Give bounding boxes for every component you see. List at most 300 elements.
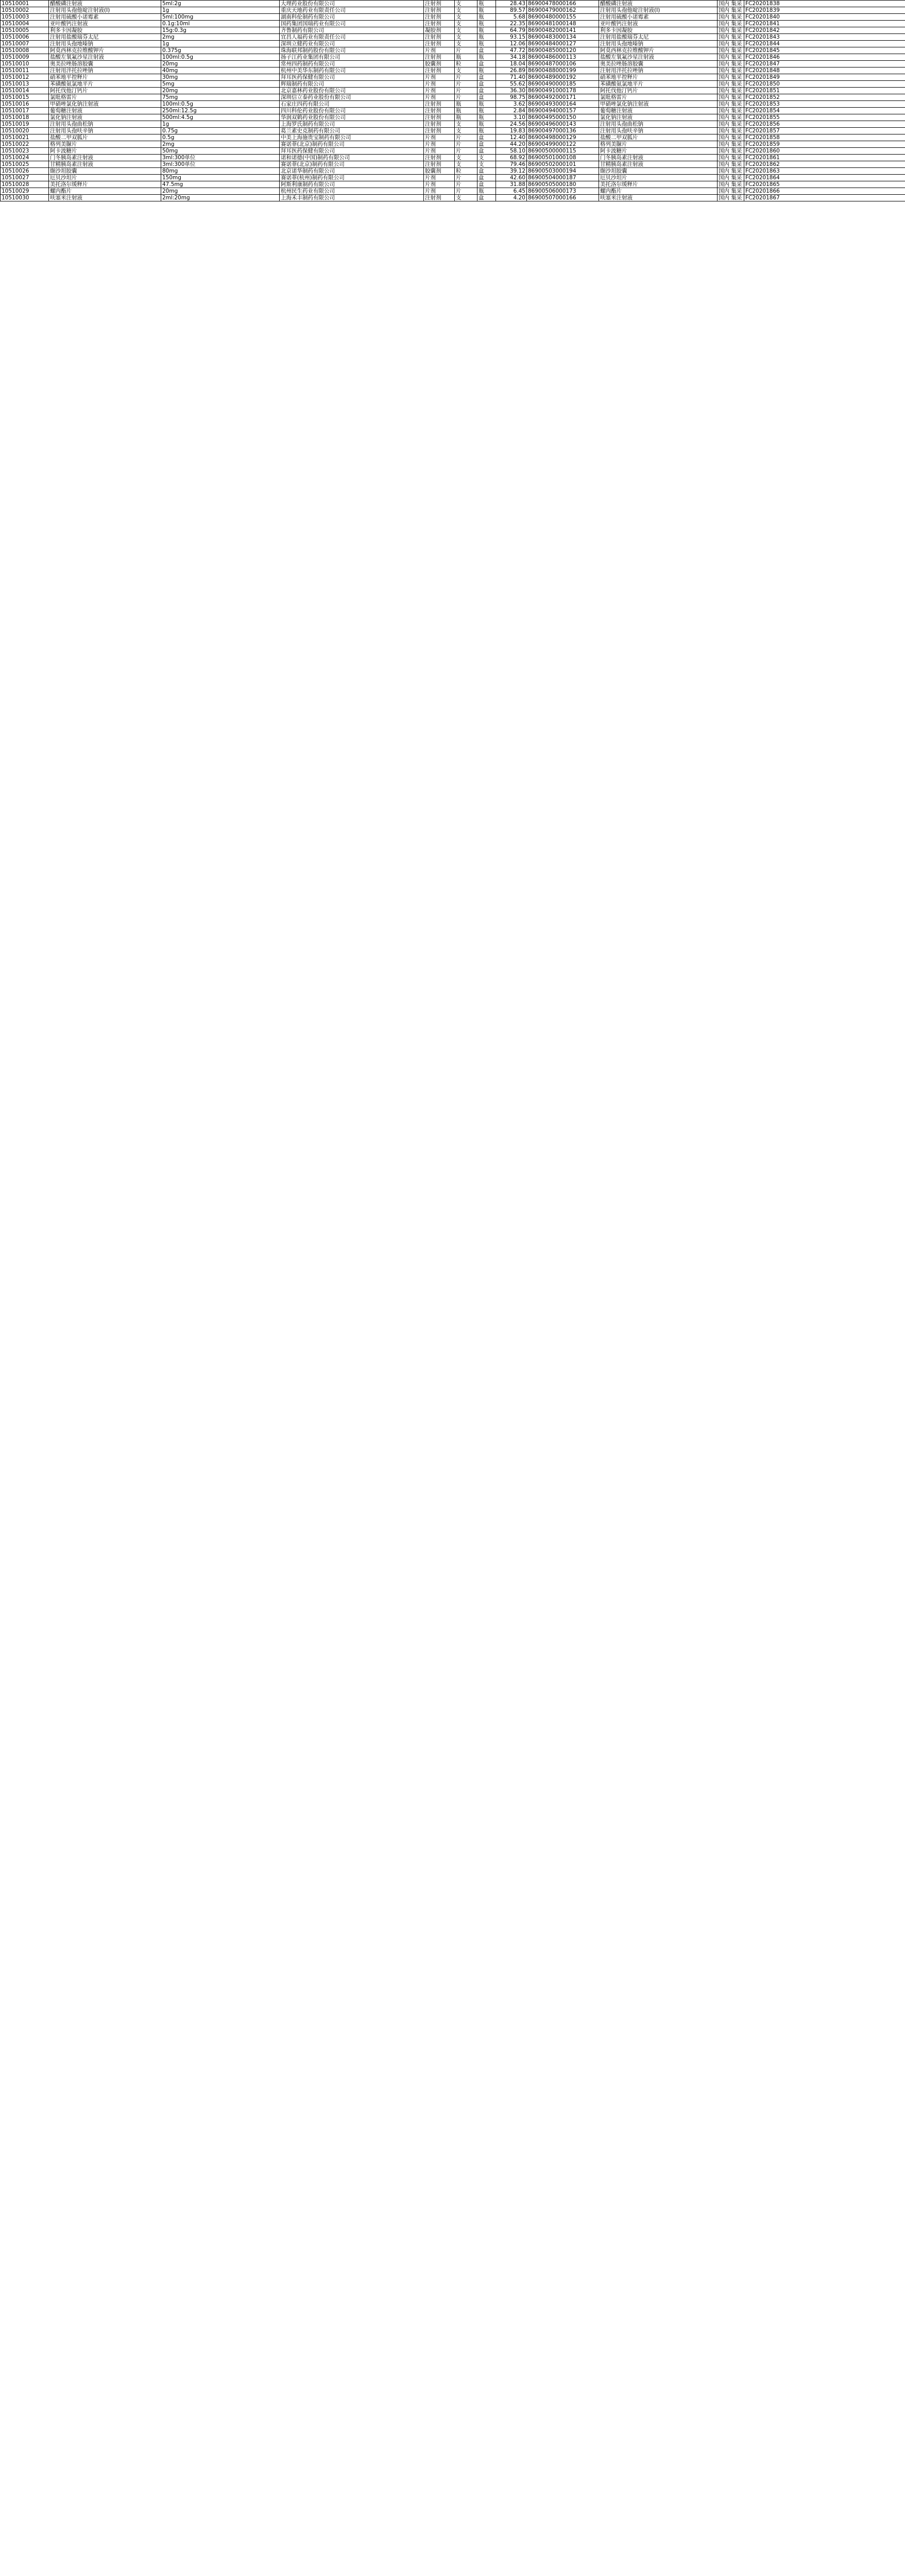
bid-number-cell: FC20201853 [744,101,905,108]
price-cell: 19.83 [496,128,527,134]
unit-cell: 片 [455,74,477,81]
table-row [1,54,905,61]
table-row [1,14,905,21]
table-row [1,1,905,7]
drug-name-cell: 注射用头孢呋辛钠 [49,128,161,134]
bid-number-cell: FC20201848 [744,67,905,74]
spec-cell: 100ml:0.5g [161,101,280,108]
manufacturer-cell: 齐鲁制药有限公司 [280,27,424,34]
unit-cell: 支 [455,161,477,168]
dosage-form-cell: 注射剂 [424,161,455,168]
generic-name-cell: 注射用盐酸瑞芬太尼 [599,34,718,41]
unit-cell: 支 [455,121,477,128]
dosage-form-cell: 注射剂 [424,21,455,27]
table-row [1,108,905,114]
bid-number-cell: FC20201852 [744,94,905,101]
drug-name-cell: 厄贝沙坦片 [49,175,161,181]
manufacturer-cell: 大理药业股份有限公司 [280,1,424,7]
row-id-cell: 10510003 [1,14,49,21]
price-cell: 5.68 [496,14,527,21]
barcode-cell: 86900489000192 [527,74,599,81]
manufacturer-cell: 宜昌人福药业有限责任公司 [280,34,424,41]
dosage-form-cell: 片剂 [424,148,455,155]
price-cell: 26.89 [496,67,527,74]
manufacturer-cell: 扬子江药业集团有限公司 [280,54,424,61]
package-cell: 瓶 [477,21,496,27]
row-id-cell: 10510023 [1,148,49,155]
drug-price-table [0,0,905,201]
bid-number-cell: FC20201851 [744,88,905,94]
table-row [1,88,905,94]
table-row [1,188,905,195]
bid-number-cell: FC20201862 [744,161,905,168]
procure-type-cell: 国内 集采 [718,141,744,148]
drug-name-cell: 呋塞米注射液 [49,195,161,201]
procure-type-cell: 国内 集采 [718,47,744,54]
manufacturer-cell: 辉瑞制药有限公司 [280,81,424,88]
table-row [1,7,905,14]
unit-cell: 粒 [455,61,477,67]
bid-number-cell: FC20201867 [744,195,905,201]
package-cell: 盒 [477,168,496,175]
dosage-form-cell: 片剂 [424,88,455,94]
generic-name-cell: 注射用头孢曲松钠 [599,121,718,128]
barcode-cell: 86900492000171 [527,94,599,101]
price-cell: 31.88 [496,181,527,188]
drug-name-cell: 氯吡格雷片 [49,94,161,101]
unit-cell: 片 [455,141,477,148]
package-cell: 盒 [477,175,496,181]
barcode-cell: 86900487000106 [527,61,599,67]
dosage-form-cell: 片剂 [424,188,455,195]
dosage-form-cell: 注射剂 [424,195,455,201]
dosage-form-cell: 注射剂 [424,108,455,114]
row-id-cell: 10510017 [1,108,49,114]
dosage-form-cell: 注射剂 [424,67,455,74]
table-row [1,134,905,141]
price-cell: 24.56 [496,121,527,128]
spec-cell: 0.1g:10ml [161,21,280,27]
table-row [1,161,905,168]
barcode-cell: 86900488000199 [527,67,599,74]
package-cell: 瓶 [477,121,496,128]
spec-cell: 0.75g [161,128,280,134]
spec-cell: 5mg [161,81,280,88]
row-id-cell: 10510011 [1,67,49,74]
unit-cell: 片 [455,134,477,141]
manufacturer-cell: 阿斯利康制药有限公司 [280,181,424,188]
drug-name-cell: 注射用头孢他啶注射液(Ⅰ) [49,7,161,14]
price-cell: 39.12 [496,168,527,175]
unit-cell: 支 [455,155,477,161]
generic-name-cell: 注射用硫酸小诺霉素 [599,14,718,21]
drug-name-cell: 注射用泮托拉唑钠 [49,67,161,74]
procure-type-cell: 国内 集采 [718,94,744,101]
unit-cell: 片 [455,148,477,155]
price-cell: 34.18 [496,54,527,61]
drug-name-cell: 螺内酯片 [49,188,161,195]
package-cell: 瓶 [477,34,496,41]
generic-name-cell: 亚叶酸钙注射液 [599,21,718,27]
spec-cell: 50mg [161,148,280,155]
manufacturer-cell: 深圳立健药业有限公司 [280,41,424,47]
procure-type-cell: 国内 集采 [718,181,744,188]
package-cell: 瓶 [477,128,496,134]
manufacturer-cell: 诺和诺德(中国)制药有限公司 [280,155,424,161]
drug-name-cell: 阿托伐他汀钙片 [49,88,161,94]
drug-name-cell: 硝苯地平控释片 [49,74,161,81]
unit-cell: 片 [455,47,477,54]
generic-name-cell: 利多卡因凝胶 [599,27,718,34]
spec-cell: 5ml:100mg [161,14,280,21]
unit-cell: 支 [455,128,477,134]
price-cell: 3.62 [496,101,527,108]
dosage-form-cell: 胶囊剂 [424,61,455,67]
procure-type-cell: 国内 集采 [718,134,744,141]
row-id-cell: 10510006 [1,34,49,41]
generic-name-cell: 氯化钠注射液 [599,114,718,121]
row-id-cell: 10510009 [1,54,49,61]
price-cell: 64.79 [496,27,527,34]
barcode-cell: 86900486000113 [527,54,599,61]
dosage-form-cell: 注射剂 [424,128,455,134]
spec-cell: 1g [161,41,280,47]
table-row [1,74,905,81]
generic-name-cell: 阿托伐他汀钙片 [599,88,718,94]
drug-name-cell: 甘精胰岛素注射液 [49,161,161,168]
row-id-cell: 10510007 [1,41,49,47]
drug-name-cell: 醋酸磷注射液 [49,1,161,7]
table-row [1,101,905,108]
barcode-cell: 86900478000166 [527,1,599,7]
procure-type-cell: 国内 集采 [718,67,744,74]
procure-type-cell: 国内 集采 [718,188,744,195]
package-cell: 盒 [477,148,496,155]
barcode-cell: 86900496000143 [527,121,599,128]
drug-name-cell: 利多卡因凝胶 [49,27,161,34]
row-id-cell: 10510020 [1,128,49,134]
table-row [1,121,905,128]
bid-number-cell: FC20201860 [744,148,905,155]
generic-name-cell: 苯磺酸氨氯地平片 [599,81,718,88]
dosage-form-cell: 注射剂 [424,121,455,128]
procure-type-cell: 国内 集采 [718,54,744,61]
table-row [1,81,905,88]
spec-cell: 75mg [161,94,280,101]
dosage-form-cell: 片剂 [424,175,455,181]
unit-cell: 片 [455,94,477,101]
table-row [1,175,905,181]
table-body [1,1,905,201]
spec-cell: 2mg [161,34,280,41]
package-cell: 瓶 [477,188,496,195]
drug-name-cell: 注射用头孢曲松钠 [49,121,161,128]
package-cell: 瓶 [477,41,496,47]
row-id-cell: 10510001 [1,1,49,7]
manufacturer-cell: 拜耳医药保健有限公司 [280,148,424,155]
row-id-cell: 10510010 [1,61,49,67]
drug-name-cell: 葡萄糖注射液 [49,108,161,114]
manufacturer-cell: 上海禾丰制药有限公司 [280,195,424,201]
price-cell: 68.92 [496,155,527,161]
price-cell: 12.40 [496,134,527,141]
package-cell: 盒 [477,181,496,188]
barcode-cell: 86900500000115 [527,148,599,155]
manufacturer-cell: 杭州中美华东制药有限公司 [280,67,424,74]
bid-number-cell: FC20201863 [744,168,905,175]
price-cell: 71.40 [496,74,527,81]
generic-name-cell: 奥美拉唑肠溶胶囊 [599,61,718,67]
spec-cell: 2ml:20mg [161,195,280,201]
barcode-cell: 86900491000178 [527,88,599,94]
manufacturer-cell: 上海罗氏制药有限公司 [280,121,424,128]
generic-name-cell: 门冬胰岛素注射液 [599,155,718,161]
package-cell: 盒 [477,88,496,94]
row-id-cell: 10510016 [1,101,49,108]
procure-type-cell: 国内 集采 [718,128,744,134]
row-id-cell: 10510004 [1,21,49,27]
price-cell: 89.57 [496,7,527,14]
procure-type-cell: 国内 集采 [718,27,744,34]
generic-name-cell: 注射用头孢他啶注射液(Ⅰ) [599,7,718,14]
generic-name-cell: 阿卡波糖片 [599,148,718,155]
price-cell: 36.30 [496,88,527,94]
generic-name-cell: 美托洛尔缓释片 [599,181,718,188]
spec-cell: 20mg [161,188,280,195]
dosage-form-cell: 片剂 [424,74,455,81]
generic-name-cell: 格列美脲片 [599,141,718,148]
barcode-cell: 86900495000150 [527,114,599,121]
barcode-cell: 86900493000164 [527,101,599,108]
dosage-form-cell: 片剂 [424,134,455,141]
drug-name-cell: 苯磺酸氨氯地平片 [49,81,161,88]
package-cell: 盒 [477,47,496,54]
procure-type-cell: 国内 集采 [718,81,744,88]
price-cell: 98.75 [496,94,527,101]
generic-name-cell: 缬沙坦胶囊 [599,168,718,175]
spec-cell: 15g:0.3g [161,27,280,34]
manufacturer-cell: 拜耳医药保健有限公司 [280,74,424,81]
barcode-cell: 86900505000180 [527,181,599,188]
unit-cell: 瓶 [455,54,477,61]
bid-number-cell: FC20201838 [744,1,905,7]
dosage-form-cell: 片剂 [424,47,455,54]
dosage-form-cell: 片剂 [424,81,455,88]
row-id-cell: 10510008 [1,47,49,54]
drug-name-cell: 注射用头孢地嗪钠 [49,41,161,47]
spec-cell: 100ml:0.5g [161,54,280,61]
spec-cell: 3ml:300单位 [161,155,280,161]
manufacturer-cell: 石家庄四药有限公司 [280,101,424,108]
dosage-form-cell: 片剂 [424,181,455,188]
dosage-form-cell: 注射剂 [424,1,455,7]
barcode-cell: 86900481000148 [527,21,599,27]
procure-type-cell: 国内 集采 [718,195,744,201]
table-row [1,181,905,188]
generic-name-cell: 阿莫西林克拉维酸钾片 [599,47,718,54]
row-id-cell: 10510018 [1,114,49,121]
unit-cell: 片 [455,81,477,88]
table-row [1,61,905,67]
barcode-cell: 86900497000136 [527,128,599,134]
package-cell: 支 [477,155,496,161]
manufacturer-cell: 杭州民生药业有限公司 [280,188,424,195]
price-cell: 28.43 [496,1,527,7]
dosage-form-cell: 注射剂 [424,7,455,14]
procure-type-cell: 国内 集采 [718,121,744,128]
unit-cell: 瓶 [455,114,477,121]
drug-name-cell: 阿莫西林克拉维酸钾片 [49,47,161,54]
row-id-cell: 10510028 [1,181,49,188]
dosage-form-cell: 注射剂 [424,155,455,161]
procure-type-cell: 国内 集采 [718,74,744,81]
spec-cell: 20mg [161,88,280,94]
dosage-form-cell: 注射剂 [424,114,455,121]
drug-name-cell: 盐酸左氧氟沙星注射液 [49,54,161,61]
price-cell: 58.10 [496,148,527,155]
spec-cell: 3ml:300单位 [161,161,280,168]
bid-number-cell: FC20201858 [744,134,905,141]
bid-number-cell: FC20201839 [744,7,905,14]
barcode-cell: 86900498000129 [527,134,599,141]
bid-number-cell: FC20201855 [744,114,905,121]
bid-number-cell: FC20201850 [744,81,905,88]
unit-cell: 支 [455,14,477,21]
barcode-cell: 86900507000166 [527,195,599,201]
row-id-cell: 10510030 [1,195,49,201]
procure-type-cell: 国内 集采 [718,21,744,27]
drug-name-cell: 注射用盐酸瑞芬太尼 [49,34,161,41]
package-cell: 盒 [477,74,496,81]
unit-cell: 粒 [455,168,477,175]
bid-number-cell: FC20201843 [744,34,905,41]
manufacturer-cell: 深圳信立泰药业股份有限公司 [280,94,424,101]
manufacturer-cell: 赛诺菲(杭州)制药有限公司 [280,175,424,181]
row-id-cell: 10510012 [1,74,49,81]
unit-cell: 支 [455,195,477,201]
bid-number-cell: FC20201857 [744,128,905,134]
price-cell: 18.04 [496,61,527,67]
row-id-cell: 10510026 [1,168,49,175]
unit-cell: 片 [455,88,477,94]
package-cell: 瓶 [477,108,496,114]
price-cell: 42.60 [496,175,527,181]
spec-cell: 30mg [161,74,280,81]
procure-type-cell: 国内 集采 [718,168,744,175]
table-row [1,114,905,121]
table-row [1,94,905,101]
package-cell: 瓶 [477,7,496,14]
drug-name-cell: 阿卡波糖片 [49,148,161,155]
bid-number-cell: FC20201844 [744,41,905,47]
dosage-form-cell: 片剂 [424,94,455,101]
table-row [1,141,905,148]
drug-name-cell: 美托洛尔缓释片 [49,181,161,188]
package-cell: 盒 [477,81,496,88]
spec-cell: 5ml:2g [161,1,280,7]
package-cell: 支 [477,161,496,168]
procure-type-cell: 国内 集采 [718,88,744,94]
manufacturer-cell: 赛诺菲(北京)制药有限公司 [280,161,424,168]
table-row [1,128,905,134]
row-id-cell: 10510014 [1,88,49,94]
manufacturer-cell: 北京嘉林药业股份有限公司 [280,88,424,94]
bid-number-cell: FC20201849 [744,74,905,81]
generic-name-cell: 盐酸二甲双胍片 [599,134,718,141]
unit-cell: 片 [455,181,477,188]
price-cell: 3.10 [496,114,527,121]
unit-cell: 瓶 [455,101,477,108]
barcode-cell: 86900494000157 [527,108,599,114]
dosage-form-cell: 凝胶剂 [424,27,455,34]
generic-name-cell: 硝苯地平控释片 [599,74,718,81]
manufacturer-cell: 湖南科伦制药有限公司 [280,14,424,21]
spec-cell: 0.375g [161,47,280,54]
dosage-form-cell: 注射剂 [424,14,455,21]
package-cell: 瓶 [477,1,496,7]
generic-name-cell: 氯吡格雷片 [599,94,718,101]
package-cell: 盒 [477,94,496,101]
procure-type-cell: 国内 集采 [718,108,744,114]
price-cell: 22.35 [496,21,527,27]
spec-cell: 1g [161,7,280,14]
barcode-cell: 86900506000173 [527,188,599,195]
manufacturer-cell: 国药集团国瑞药业有限公司 [280,21,424,27]
price-cell: 44.20 [496,141,527,148]
barcode-cell: 86900499000122 [527,141,599,148]
drug-name-cell: 注射用硫酸小诺霉素 [49,14,161,21]
unit-cell: 支 [455,41,477,47]
bid-number-cell: FC20201842 [744,27,905,34]
manufacturer-cell: 中美上海施贵宝制药有限公司 [280,134,424,141]
dosage-form-cell: 注射剂 [424,41,455,47]
generic-name-cell: 注射用头孢呋辛钠 [599,128,718,134]
table-row [1,41,905,47]
generic-name-cell: 厄贝沙坦片 [599,175,718,181]
manufacturer-cell: 葛兰素史克制药有限公司 [280,128,424,134]
barcode-cell: 86900479000162 [527,7,599,14]
unit-cell: 片 [455,188,477,195]
unit-cell: 支 [455,67,477,74]
spec-cell: 40mg [161,67,280,74]
manufacturer-cell: 重庆天地药业有限责任公司 [280,7,424,14]
package-cell: 瓶 [477,27,496,34]
barcode-cell: 86900485000120 [527,47,599,54]
manufacturer-cell: 四川科伦药业股份有限公司 [280,108,424,114]
price-cell: 47.72 [496,47,527,54]
bid-number-cell: FC20201847 [744,61,905,67]
barcode-cell: 86900502000101 [527,161,599,168]
manufacturer-cell: 珠海联邦制药股份有限公司 [280,47,424,54]
barcode-cell: 86900482000141 [527,27,599,34]
dosage-form-cell: 片剂 [424,141,455,148]
procure-type-cell: 国内 集采 [718,41,744,47]
row-id-cell: 10510024 [1,155,49,161]
procure-type-cell: 国内 集采 [718,148,744,155]
package-cell: 瓶 [477,67,496,74]
table-row [1,67,905,74]
barcode-cell: 86900490000185 [527,81,599,88]
row-id-cell: 10510025 [1,161,49,168]
package-cell: 盒 [477,195,496,201]
barcode-cell: 86900480000155 [527,14,599,21]
barcode-cell: 86900483000134 [527,34,599,41]
bid-number-cell: FC20201845 [744,47,905,54]
package-cell: 瓶 [477,101,496,108]
drug-name-cell: 盐酸二甲双胍片 [49,134,161,141]
barcode-cell: 86900503000194 [527,168,599,175]
table-row [1,148,905,155]
